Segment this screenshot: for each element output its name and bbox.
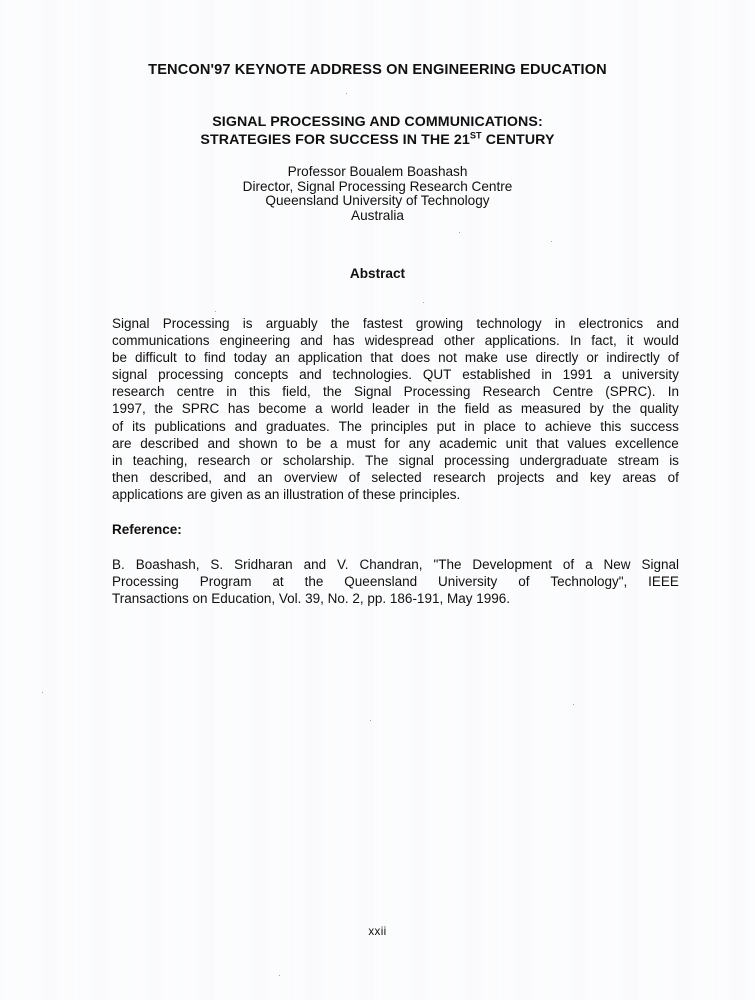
text-word: and xyxy=(207,435,230,451)
scan-speckle xyxy=(459,232,460,233)
text-word: a xyxy=(330,435,338,451)
text-word: established xyxy=(462,367,531,383)
text-line xyxy=(112,332,679,349)
text-word: its xyxy=(132,418,146,434)
text-word: application xyxy=(297,350,363,366)
text-word: Technology", xyxy=(550,574,628,590)
scan-speckle xyxy=(215,311,216,312)
text-line: applications are given as an illustration of these principles. xyxy=(112,486,461,502)
text-word: this xyxy=(600,418,622,434)
text-word: technology xyxy=(476,316,542,331)
text-word: teaching, xyxy=(132,452,188,468)
text-word: academic xyxy=(439,435,497,451)
paper-subtitle-line-2-text: STRATEGIES FOR SUCCESS IN THE 21 xyxy=(200,131,470,148)
text-word: IEEE xyxy=(648,574,679,590)
text-word: and xyxy=(223,469,247,485)
text-word: of xyxy=(562,557,575,572)
text-word: selected xyxy=(371,469,422,485)
text-line xyxy=(112,418,679,435)
reference-body xyxy=(112,556,679,607)
text-word: measured xyxy=(520,401,581,417)
text-word: put xyxy=(436,418,456,434)
author-country: Australia xyxy=(351,207,404,223)
text-word: difficult xyxy=(135,350,177,366)
paper-subtitle-line-1: SIGNAL PROCESSING AND COMMUNICATIONS: xyxy=(212,114,543,130)
text-word: has xyxy=(332,333,355,349)
paper-subtitle xyxy=(0,114,755,149)
text-word: does xyxy=(400,350,431,366)
text-word: and xyxy=(300,333,323,349)
text-word: concepts xyxy=(234,367,289,383)
text-word: by xyxy=(589,401,604,417)
text-word: must xyxy=(346,435,376,451)
text-word: undergraduate xyxy=(519,452,608,468)
text-word: today xyxy=(233,350,267,366)
reference-heading: Reference: xyxy=(112,522,182,537)
text-word: Sridharan xyxy=(234,557,293,572)
text-word: arguably xyxy=(265,316,318,331)
text-word: field xyxy=(464,401,490,417)
text-word: communications xyxy=(112,333,210,349)
text-word: overview xyxy=(283,469,338,485)
text-word: use xyxy=(505,350,528,366)
text-line xyxy=(112,435,679,452)
text-word: quality xyxy=(639,401,679,417)
text-word: or xyxy=(586,350,599,366)
text-word: in xyxy=(418,401,429,417)
text-word: of xyxy=(667,350,679,366)
text-word: 1997, xyxy=(112,401,146,417)
text-word: would xyxy=(643,333,679,349)
text-word: find xyxy=(204,350,226,366)
text-word: Boashash, xyxy=(135,557,200,572)
text-word: is xyxy=(242,316,253,331)
text-word: indirectly xyxy=(606,350,660,366)
text-word: key xyxy=(589,469,611,485)
author-name: Professor Boualem Boashash xyxy=(287,164,468,179)
text-word: research xyxy=(112,384,165,400)
text-word: in xyxy=(226,384,237,400)
text-word: applications. xyxy=(484,333,560,349)
text-word: QUT xyxy=(422,367,452,383)
text-word: a xyxy=(585,557,593,572)
text-word: technologies. xyxy=(332,367,413,383)
text-word: world xyxy=(331,401,364,417)
text-word: research xyxy=(433,469,486,485)
text-word: Queensland xyxy=(344,574,418,590)
paper-subtitle-line-2 xyxy=(0,129,755,150)
author-role: Director, Signal Processing Research Centre xyxy=(242,178,513,194)
text-line xyxy=(112,349,679,366)
scan-speckle xyxy=(346,93,347,94)
text-word: place xyxy=(483,418,516,434)
text-word: be xyxy=(112,350,128,366)
text-word: 1991 xyxy=(562,367,593,383)
text-word: in xyxy=(541,367,552,383)
text-word: research xyxy=(197,452,251,468)
author-affiliation-block xyxy=(0,165,755,223)
text-word: growing xyxy=(415,316,464,331)
text-word: In xyxy=(667,384,679,400)
text-word: Signal xyxy=(641,557,679,572)
text-word: Centre xyxy=(552,384,594,400)
text-word: that xyxy=(370,350,393,366)
text-word: New xyxy=(603,557,631,572)
text-word: of xyxy=(348,469,360,485)
text-word: leader xyxy=(371,401,410,417)
text-word: the xyxy=(330,316,350,331)
text-word: signal xyxy=(398,452,434,468)
text-word: the xyxy=(304,574,324,590)
text-word: are xyxy=(112,435,132,451)
text-word: Research xyxy=(482,384,541,400)
text-line xyxy=(112,315,679,332)
text-word: widespread xyxy=(364,333,434,349)
text-line xyxy=(112,556,679,573)
text-word: and xyxy=(303,557,327,572)
text-word: any xyxy=(408,435,431,451)
text-word: V. xyxy=(337,557,349,572)
text-word: the xyxy=(612,401,632,417)
text-word: fastest xyxy=(362,316,403,331)
text-word: and xyxy=(555,469,579,485)
text-word: B. xyxy=(112,557,125,572)
text-word: (SPRC). xyxy=(605,384,656,400)
text-word: publications xyxy=(154,418,226,434)
abstract-body xyxy=(112,315,679,503)
text-word: fact, xyxy=(591,333,617,349)
text-word: shown xyxy=(238,435,278,451)
text-word: Processing xyxy=(403,384,471,400)
ordinal-superscript: ST xyxy=(469,129,482,140)
text-word: university xyxy=(621,367,679,383)
text-word: a xyxy=(314,401,323,417)
text-word: In xyxy=(569,333,582,349)
text-word: not xyxy=(438,350,457,366)
text-word: described xyxy=(140,435,199,451)
text-word: "The xyxy=(433,557,462,572)
text-word: centre xyxy=(176,384,215,400)
text-word: directly xyxy=(535,350,579,366)
text-word: to xyxy=(524,418,536,434)
text-line xyxy=(112,400,679,417)
text-word: an xyxy=(257,469,273,485)
text-line xyxy=(112,452,679,469)
text-word: engineering xyxy=(219,333,291,349)
abstract-heading: Abstract xyxy=(349,266,406,281)
text-word: to xyxy=(184,350,197,366)
text-word: that xyxy=(536,435,559,451)
text-word: The xyxy=(338,418,362,434)
text-word: described, xyxy=(149,469,213,485)
text-word: unit xyxy=(505,435,528,451)
scan-speckle xyxy=(423,302,424,303)
text-word: make xyxy=(464,350,498,366)
text-line xyxy=(112,383,679,400)
text-word: and xyxy=(656,316,679,331)
text-word: Signal xyxy=(353,384,392,400)
text-word: areas xyxy=(622,469,657,485)
text-word: University xyxy=(438,574,498,590)
text-word: Development xyxy=(472,557,552,572)
text-word: signal xyxy=(112,367,148,383)
text-word: Chandran, xyxy=(359,557,423,572)
text-line: Transactions on Education, Vol. 39, No. 2, pp. 186-191, May 1996. xyxy=(112,591,510,607)
text-word: and xyxy=(234,418,258,434)
text-word: as xyxy=(497,401,513,417)
text-word: The xyxy=(365,452,389,468)
text-word: the xyxy=(437,401,456,417)
text-word: electronics xyxy=(578,316,644,331)
text-word: success xyxy=(630,418,679,434)
text-word: become xyxy=(258,401,307,417)
scan-speckle xyxy=(370,720,371,721)
text-word: principles xyxy=(370,418,428,434)
text-word: or xyxy=(260,452,273,468)
text-word: the xyxy=(322,384,342,400)
text-word: stream xyxy=(617,452,659,468)
text-word: and xyxy=(299,367,322,383)
text-word: in xyxy=(464,418,475,434)
scan-speckle xyxy=(42,692,43,693)
text-word: other xyxy=(443,333,475,349)
text-word: Signal xyxy=(112,316,150,331)
text-word: processing xyxy=(444,452,510,468)
text-word: for xyxy=(384,435,400,451)
scan-speckle xyxy=(279,975,280,976)
text-word: Processing xyxy=(112,574,179,590)
text-word: scholarship. xyxy=(282,452,355,468)
text-word: processing xyxy=(158,367,224,383)
author-institution: Queensland University of Technology xyxy=(265,193,490,209)
text-word: excellence xyxy=(615,435,679,451)
paper-subtitle-line-2-tail: CENTURY xyxy=(481,131,555,148)
text-word: SPRC xyxy=(181,401,220,417)
text-word: projects xyxy=(497,469,545,485)
text-word: an xyxy=(274,350,290,366)
text-word: then xyxy=(112,469,139,485)
text-word: this xyxy=(249,384,271,400)
text-word: graduates. xyxy=(265,418,330,434)
text-word: of xyxy=(667,469,679,485)
text-word: has xyxy=(227,401,250,417)
text-word: at xyxy=(272,574,284,590)
text-word: of xyxy=(518,574,530,590)
text-word: of xyxy=(112,418,124,434)
document-header-title: TENCON'97 KEYNOTE ADDRESS ON ENGINEERING EDUCATION xyxy=(148,62,607,78)
text-word: in xyxy=(554,316,566,331)
text-line xyxy=(112,469,679,486)
text-word: Processing xyxy=(162,316,230,331)
text-word: is xyxy=(669,452,679,468)
text-word: S. xyxy=(210,557,224,572)
text-word: a xyxy=(603,367,612,383)
text-word: be xyxy=(306,435,322,451)
text-line xyxy=(112,366,679,383)
scan-speckle xyxy=(551,241,552,242)
text-word: Program xyxy=(199,574,252,590)
text-word: to xyxy=(286,435,298,451)
scan-speckle xyxy=(573,704,574,705)
text-word: values xyxy=(567,435,607,451)
text-word: field, xyxy=(282,384,311,400)
text-word: it xyxy=(626,333,634,349)
text-word: in xyxy=(112,452,123,468)
text-word: achieve xyxy=(544,418,592,434)
text-word: the xyxy=(154,401,174,417)
page-number: xxii xyxy=(368,925,387,938)
text-line xyxy=(112,573,679,590)
